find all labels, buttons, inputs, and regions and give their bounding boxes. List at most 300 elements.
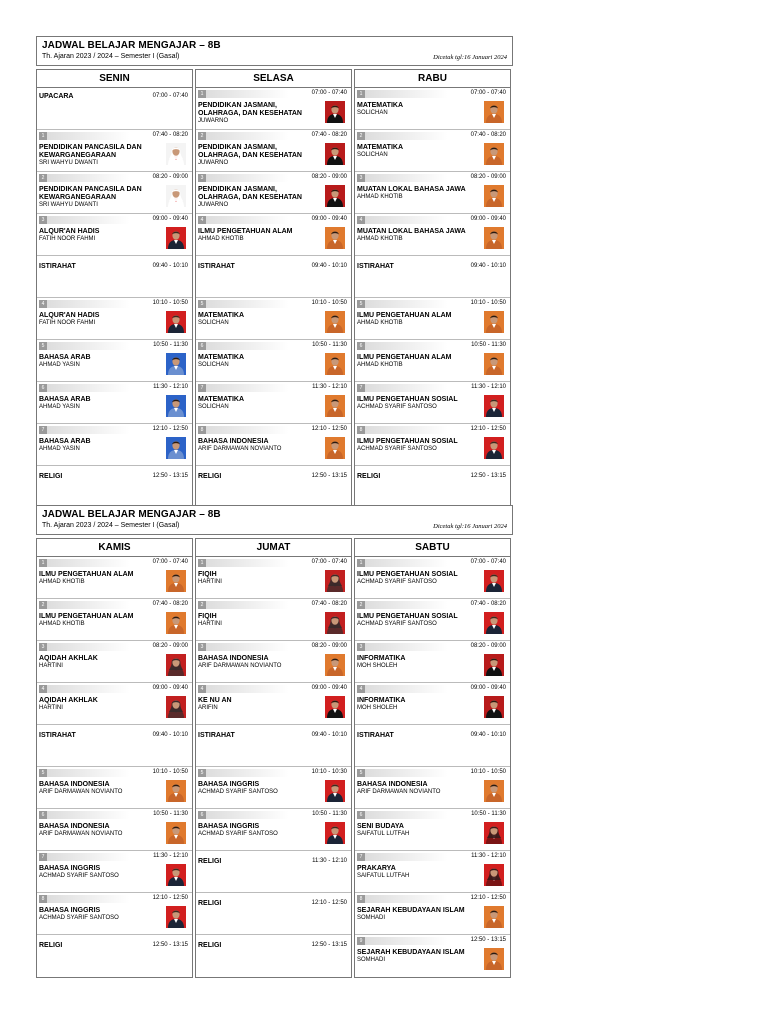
subject-name: ILMU PENGETAHUAN ALAM — [198, 228, 293, 235]
day-header: RABU — [355, 70, 510, 88]
teacher-name: AHMAD KHOTIB — [357, 362, 403, 368]
break-slot — [196, 935, 351, 977]
break-slot — [355, 466, 510, 508]
slot-time: 08:20 - 09:00 — [470, 174, 506, 180]
break-slot — [355, 256, 510, 298]
teacher-name: ACHMAD SYARIF SANTOSO — [357, 404, 437, 410]
lesson-slot — [196, 424, 351, 466]
lesson-slot — [355, 683, 510, 725]
teacher-photo — [325, 185, 345, 207]
teacher-photo — [325, 395, 345, 417]
slot-number: 8 — [198, 426, 206, 434]
slot-time: 12:50 - 13:15 — [311, 942, 347, 948]
slot-number: 3 — [39, 216, 47, 224]
lesson-slot — [355, 893, 510, 935]
teacher-photo — [325, 101, 345, 123]
teacher-name: FATIH NOOR FAHMI — [39, 320, 96, 326]
slot-time: 12:10 - 12:50 — [470, 895, 506, 901]
teacher-photo — [484, 864, 504, 886]
slot-number: 4 — [198, 685, 206, 693]
slot-number: 6 — [198, 811, 206, 819]
teacher-name: SRI WAHYU DWANTI — [39, 202, 98, 208]
slot-number: 5 — [357, 769, 365, 777]
teacher-photo — [325, 311, 345, 333]
subject-name: ILMU PENGETAHUAN SOSIAL — [357, 438, 458, 445]
teacher-name: JUWARNO — [198, 160, 229, 166]
day-column-selasa — [195, 69, 352, 509]
slot-number: 3 — [198, 174, 206, 182]
subject-name: ILMU PENGETAHUAN ALAM — [39, 613, 134, 620]
subject-name: ILMU PENGETAHUAN ALAM — [357, 312, 452, 319]
subject-name: PENDIDIKAN JASMANI, OLAHRAGA, DAN KESEHATAN — [198, 102, 302, 117]
slot-time: 12:50 - 13:15 — [152, 473, 188, 479]
teacher-photo — [166, 864, 186, 886]
teacher-photo — [166, 437, 186, 459]
subject-name: ISTIRAHAT — [357, 263, 394, 270]
subject-name: RELIGI — [198, 900, 222, 907]
subject-name: MATEMATIKA — [198, 354, 245, 361]
slot-time: 12:50 - 13:15 — [311, 473, 347, 479]
teacher-photo — [166, 143, 186, 165]
print-date: Dicetak tgl:16 Januari 2024 — [433, 523, 507, 530]
slot-time: 12:10 - 12:50 — [311, 426, 347, 432]
lesson-slot — [196, 683, 351, 725]
slot-time: 12:50 - 13:15 — [152, 942, 188, 948]
lesson-slot — [196, 641, 351, 683]
lesson-slot — [37, 298, 192, 340]
teacher-name: ACHMAD SYARIF SANTOSO — [39, 915, 119, 921]
slot-time: 09:00 - 09:40 — [152, 216, 188, 222]
slot-time: 11:30 - 12:10 — [153, 384, 188, 390]
subject-name: RELIGI — [39, 942, 63, 949]
slot-time: 07:00 - 07:40 — [152, 93, 188, 99]
slot-time: 12:10 - 12:50 — [311, 900, 347, 906]
slot-time: 07:40 - 08:20 — [470, 132, 506, 138]
slot-time: 07:00 - 07:40 — [152, 559, 188, 565]
teacher-name: HARTINI — [198, 621, 222, 627]
subject-name: ISTIRAHAT — [39, 732, 76, 739]
lesson-slot — [37, 557, 192, 599]
teacher-photo — [484, 570, 504, 592]
lesson-slot — [37, 893, 192, 935]
teacher-photo — [166, 612, 186, 634]
teacher-photo — [484, 311, 504, 333]
lesson-slot — [196, 130, 351, 172]
day-column-senin — [36, 69, 193, 509]
slot-time: 10:50 - 11:30 — [312, 811, 347, 817]
subject-name: BAHASA INDONESIA — [39, 781, 110, 788]
slot-number: 4 — [198, 216, 206, 224]
teacher-photo — [166, 311, 186, 333]
slot-time: 11:30 - 12:10 — [153, 853, 188, 859]
slot-time: 10:50 - 11:30 — [312, 342, 347, 348]
teacher-photo — [325, 696, 345, 718]
subject-name: BAHASA ARAB — [39, 438, 91, 445]
lesson-slot — [355, 809, 510, 851]
subject-name: BAHASA INGGRIS — [39, 865, 101, 872]
lesson-slot — [355, 340, 510, 382]
slot-number: 4 — [357, 685, 365, 693]
slot-number: 2 — [357, 601, 365, 609]
slot-time: 09:40 - 10:10 — [470, 732, 506, 738]
teacher-photo — [484, 185, 504, 207]
lesson-slot — [355, 851, 510, 893]
teacher-photo — [325, 227, 345, 249]
teacher-photo — [166, 654, 186, 676]
slot-time: 08:20 - 09:00 — [311, 643, 347, 649]
teacher-name: AHMAD YASIN — [39, 404, 80, 410]
break-slot — [37, 88, 192, 130]
teacher-photo — [325, 570, 345, 592]
lesson-slot — [355, 424, 510, 466]
slot-time: 10:10 - 10:50 — [311, 300, 347, 306]
day-header: JUMAT — [196, 539, 351, 557]
academic-year: Th. Ajaran 2023 / 2024 – Semester I (Gasal) — [42, 53, 180, 60]
teacher-name: AHMAD KHOTIB — [357, 194, 403, 200]
slot-time: 12:10 - 12:50 — [470, 426, 506, 432]
teacher-photo — [166, 696, 186, 718]
teacher-photo — [484, 948, 504, 970]
slot-time: 11:30 - 12:10 — [471, 384, 506, 390]
slot-time: 07:00 - 07:40 — [311, 90, 347, 96]
subject-name: ISTIRAHAT — [357, 732, 394, 739]
schedule-header — [36, 505, 513, 535]
teacher-name: ACHMAD SYARIF SANTOSO — [357, 579, 437, 585]
slot-number: 1 — [198, 559, 206, 567]
teacher-name: HARTINI — [198, 579, 222, 585]
teacher-photo — [484, 654, 504, 676]
teacher-name: ACHMAD SYARIF SANTOSO — [357, 446, 437, 452]
teacher-photo — [166, 906, 186, 928]
schedule-header — [36, 36, 513, 66]
lesson-slot — [355, 641, 510, 683]
teacher-name: FATIH NOOR FAHMI — [39, 236, 96, 242]
subject-name: RELIGI — [198, 473, 222, 480]
subject-name: PENDIDIKAN JASMANI, OLAHRAGA, DAN KESEHATAN — [198, 144, 302, 159]
day-column-kamis — [36, 538, 193, 978]
teacher-photo — [325, 612, 345, 634]
teacher-photo — [484, 696, 504, 718]
lesson-slot — [37, 683, 192, 725]
slot-number: 6 — [39, 384, 47, 392]
slot-time: 11:30 - 12:10 — [471, 853, 506, 859]
subject-name: ISTIRAHAT — [198, 263, 235, 270]
lesson-slot — [355, 557, 510, 599]
break-slot — [355, 725, 510, 767]
subject-name: SENI BUDAYA — [357, 823, 404, 830]
slot-time: 12:50 - 13:15 — [470, 937, 506, 943]
teacher-photo — [325, 822, 345, 844]
break-slot — [196, 725, 351, 767]
teacher-photo — [166, 780, 186, 802]
slot-time: 10:50 - 11:30 — [153, 342, 188, 348]
teacher-name: ACHMAD SYARIF SANTOSO — [357, 621, 437, 627]
slot-time: 07:40 - 08:20 — [311, 601, 347, 607]
teacher-name: MOH SHOLEH — [357, 663, 398, 669]
lesson-slot — [355, 214, 510, 256]
teacher-name: ARIF DARMAWAN NOVIANTO — [198, 446, 282, 452]
subject-name: PENDIDIKAN JASMANI, OLAHRAGA, DAN KESEHATAN — [198, 186, 302, 201]
teacher-name: JUWARNO — [198, 118, 229, 124]
subject-name: RELIGI — [198, 858, 222, 865]
teacher-name: AHMAD KHOTIB — [198, 236, 244, 242]
lesson-slot — [355, 599, 510, 641]
lesson-slot — [37, 214, 192, 256]
subject-name: BAHASA INGGRIS — [39, 907, 101, 914]
slot-number: 2 — [357, 132, 365, 140]
day-column-jumat — [195, 538, 352, 978]
subject-name: BAHASA INGGRIS — [198, 781, 260, 788]
teacher-name: ACHMAD SYARIF SANTOSO — [198, 831, 278, 837]
teacher-photo — [166, 227, 186, 249]
slot-time: 10:10 - 10:50 — [470, 300, 506, 306]
lesson-slot — [355, 935, 510, 977]
day-header: KAMIS — [37, 539, 192, 557]
subject-name: BAHASA INDONESIA — [198, 655, 269, 662]
lesson-slot — [37, 851, 192, 893]
day-header: SENIN — [37, 70, 192, 88]
slot-time: 09:40 - 10:10 — [152, 263, 188, 269]
teacher-name: SAIFATUL LUTFAH — [357, 831, 410, 837]
teacher-photo — [484, 437, 504, 459]
day-column-rabu — [354, 69, 511, 509]
teacher-name: SOMHADI — [357, 915, 386, 921]
teacher-photo — [166, 395, 186, 417]
slot-time: 09:00 - 09:40 — [470, 216, 506, 222]
break-slot — [196, 893, 351, 935]
break-slot — [37, 725, 192, 767]
teacher-photo — [484, 612, 504, 634]
slot-time: 10:10 - 10:50 — [470, 769, 506, 775]
slot-number: 2 — [198, 132, 206, 140]
slot-number: 1 — [357, 559, 365, 567]
slot-number: 9 — [357, 937, 365, 945]
teacher-name: MOH SHOLEH — [357, 705, 398, 711]
teacher-photo — [484, 227, 504, 249]
lesson-slot — [37, 382, 192, 424]
slot-number: 6 — [357, 342, 365, 350]
subject-name: SEJARAH KEBUDAYAAN ISLAM — [357, 907, 465, 914]
slot-time: 09:00 - 09:40 — [470, 685, 506, 691]
teacher-photo — [166, 822, 186, 844]
slot-number: 1 — [198, 90, 206, 98]
subject-name: BAHASA ARAB — [39, 396, 91, 403]
subject-name: BAHASA INGGRIS — [198, 823, 260, 830]
slot-number: 5 — [198, 769, 206, 777]
subject-name: RELIGI — [198, 942, 222, 949]
teacher-photo — [484, 395, 504, 417]
subject-name: FIQIH — [198, 571, 217, 578]
teacher-name: SOMHADI — [357, 957, 386, 963]
slot-number: 1 — [39, 559, 47, 567]
subject-name: AQIDAH AKHLAK — [39, 697, 98, 704]
teacher-photo — [166, 185, 186, 207]
slot-number: 8 — [357, 426, 365, 434]
subject-name: ISTIRAHAT — [39, 263, 76, 270]
teacher-name: HARTINI — [39, 663, 63, 669]
teacher-name: SOLICHAN — [357, 152, 388, 158]
break-slot — [196, 256, 351, 298]
teacher-name: SRI WAHYU DWANTI — [39, 160, 98, 166]
slot-time: 09:40 - 10:10 — [470, 263, 506, 269]
slot-time: 08:20 - 09:00 — [152, 643, 188, 649]
teacher-name: ARIF DARMAWAN NOVIANTO — [198, 663, 282, 669]
subject-name: RELIGI — [39, 473, 63, 480]
teacher-name: SOLICHAN — [198, 404, 229, 410]
slot-time: 07:00 - 07:40 — [311, 559, 347, 565]
teacher-name: JUWARNO — [198, 202, 229, 208]
day-header: SELASA — [196, 70, 351, 88]
subject-name: BAHASA INDONESIA — [357, 781, 428, 788]
subject-name: SEJARAH KEBUDAYAAN ISLAM — [357, 949, 465, 956]
slot-time: 10:10 - 10:30 — [311, 769, 347, 775]
slot-number: 3 — [357, 174, 365, 182]
lesson-slot — [37, 340, 192, 382]
subject-name: KE NU AN — [198, 697, 232, 704]
lesson-slot — [37, 424, 192, 466]
slot-number: 6 — [39, 811, 47, 819]
subject-name: ALQUR'AN HADIS — [39, 228, 100, 235]
teacher-photo — [325, 143, 345, 165]
day-header: SABTU — [355, 539, 510, 557]
teacher-photo — [325, 353, 345, 375]
teacher-name: SOLICHAN — [198, 320, 229, 326]
slot-number: 2 — [198, 601, 206, 609]
teacher-name: AHMAD KHOTIB — [357, 236, 403, 242]
slot-time: 10:10 - 10:50 — [152, 300, 188, 306]
slot-time: 10:50 - 11:30 — [471, 811, 506, 817]
slot-number: 3 — [39, 643, 47, 651]
slot-time: 07:40 - 08:20 — [311, 132, 347, 138]
subject-name: MATEMATIKA — [198, 312, 245, 319]
slot-number: 7 — [198, 384, 206, 392]
subject-name: ISTIRAHAT — [198, 732, 235, 739]
teacher-photo — [166, 570, 186, 592]
lesson-slot — [196, 809, 351, 851]
slot-number: 6 — [198, 342, 206, 350]
break-slot — [37, 256, 192, 298]
lesson-slot — [37, 641, 192, 683]
teacher-photo — [484, 822, 504, 844]
slot-number: 5 — [357, 300, 365, 308]
slot-time: 11:30 - 12:10 — [312, 384, 347, 390]
lesson-slot — [37, 130, 192, 172]
teacher-name: HARTINI — [39, 705, 63, 711]
teacher-name: ACHMAD SYARIF SANTOSO — [198, 789, 278, 795]
lesson-slot — [196, 298, 351, 340]
teacher-photo — [484, 780, 504, 802]
slot-time: 12:10 - 12:50 — [152, 895, 188, 901]
slot-number: 7 — [39, 426, 47, 434]
teacher-photo — [325, 654, 345, 676]
slot-time: 10:50 - 11:30 — [471, 342, 506, 348]
lesson-slot — [355, 172, 510, 214]
slot-time: 07:40 - 08:20 — [152, 601, 188, 607]
subject-name: MUATAN LOKAL BAHASA JAWA — [357, 186, 466, 193]
lesson-slot — [37, 172, 192, 214]
subject-name: PENDIDIKAN PANCASILA DAN KEWARGANEGARAAN — [39, 144, 142, 159]
slot-number: 8 — [357, 895, 365, 903]
slot-time: 08:20 - 09:00 — [152, 174, 188, 180]
teacher-photo — [484, 101, 504, 123]
subject-name: MUATAN LOKAL BAHASA JAWA — [357, 228, 466, 235]
lesson-slot — [355, 298, 510, 340]
lesson-slot — [196, 88, 351, 130]
print-date: Dicetak tgl:16 Januari 2024 — [433, 54, 507, 61]
slot-number: 7 — [357, 853, 365, 861]
slot-number: 2 — [39, 601, 47, 609]
subject-name: AQIDAH AKHLAK — [39, 655, 98, 662]
teacher-name: AHMAD KHOTIB — [39, 579, 85, 585]
subject-name: ILMU PENGETAHUAN ALAM — [39, 571, 134, 578]
slot-time: 09:40 - 10:10 — [311, 263, 347, 269]
slot-time: 07:40 - 08:20 — [470, 601, 506, 607]
slot-number: 4 — [39, 300, 47, 308]
lesson-slot — [196, 172, 351, 214]
slot-number: 1 — [39, 132, 47, 140]
teacher-photo — [166, 353, 186, 375]
teacher-name: AHMAD YASIN — [39, 362, 80, 368]
lesson-slot — [196, 340, 351, 382]
slot-time: 09:40 - 10:10 — [311, 732, 347, 738]
teacher-name: ACHMAD SYARIF SANTOSO — [39, 873, 119, 879]
subject-name: ILMU PENGETAHUAN SOSIAL — [357, 571, 458, 578]
lesson-slot — [196, 214, 351, 256]
break-slot — [37, 935, 192, 977]
subject-name: FIQIH — [198, 613, 217, 620]
schedule-title: JADWAL BELAJAR MENGAJAR – 8B — [42, 40, 221, 51]
lesson-slot — [196, 767, 351, 809]
lesson-slot — [196, 557, 351, 599]
slot-number: 4 — [39, 685, 47, 693]
slot-number: 7 — [357, 384, 365, 392]
lesson-slot — [355, 382, 510, 424]
schedule-title: JADWAL BELAJAR MENGAJAR – 8B — [42, 509, 221, 520]
slot-number: 5 — [39, 769, 47, 777]
slot-time: 09:00 - 09:40 — [311, 685, 347, 691]
subject-name: ILMU PENGETAHUAN SOSIAL — [357, 396, 458, 403]
slot-number: 7 — [39, 853, 47, 861]
lesson-slot — [196, 382, 351, 424]
slot-number: 3 — [357, 643, 365, 651]
subject-name: PRAKARYA — [357, 865, 396, 872]
lesson-slot — [355, 88, 510, 130]
subject-name: ALQUR'AN HADIS — [39, 312, 100, 319]
teacher-name: SOLICHAN — [357, 110, 388, 116]
slot-number: 3 — [198, 643, 206, 651]
subject-name: INFORMATIKA — [357, 655, 406, 662]
teacher-photo — [484, 143, 504, 165]
slot-number: 8 — [39, 895, 47, 903]
slot-time: 08:20 - 09:00 — [470, 643, 506, 649]
teacher-photo — [484, 906, 504, 928]
teacher-name: ARIFIN — [198, 705, 218, 711]
slot-number: 4 — [357, 216, 365, 224]
break-slot — [196, 466, 351, 508]
break-slot — [196, 851, 351, 893]
subject-name: BAHASA INDONESIA — [198, 438, 269, 445]
slot-time: 10:50 - 11:30 — [153, 811, 188, 817]
slot-time: 09:00 - 09:40 — [311, 216, 347, 222]
subject-name: ILMU PENGETAHUAN SOSIAL — [357, 613, 458, 620]
slot-time: 08:20 - 09:00 — [311, 174, 347, 180]
slot-number: 2 — [39, 174, 47, 182]
teacher-name: SOLICHAN — [198, 362, 229, 368]
lesson-slot — [37, 599, 192, 641]
slot-time: 07:00 - 07:40 — [470, 90, 506, 96]
lesson-slot — [37, 809, 192, 851]
academic-year: Th. Ajaran 2023 / 2024 – Semester I (Gasal) — [42, 522, 180, 529]
